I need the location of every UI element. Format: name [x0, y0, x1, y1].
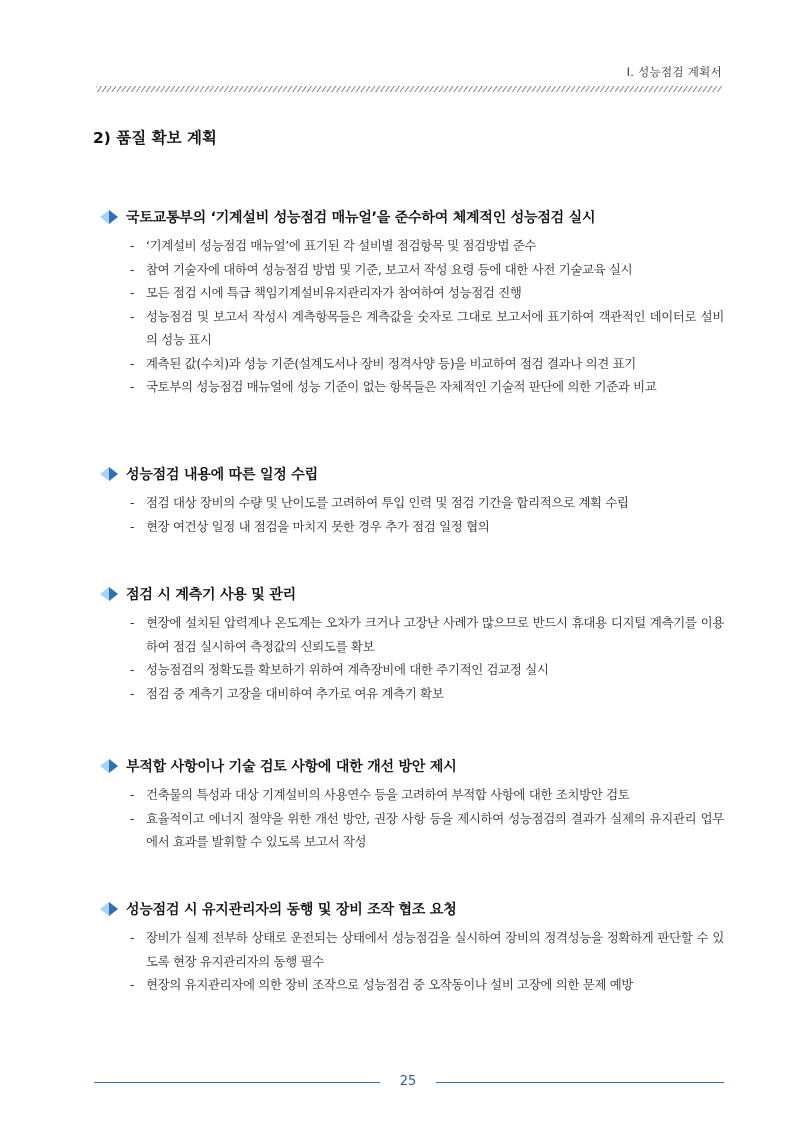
footer-line-right [436, 1082, 724, 1083]
item-dash: - [130, 495, 135, 510]
section-heading [100, 899, 724, 919]
section-heading [100, 464, 724, 484]
list-item [100, 926, 724, 973]
section-block-3 [100, 584, 724, 705]
diamond-bullet-icon [100, 902, 118, 916]
item-dash: - [130, 930, 135, 945]
section-heading [100, 756, 724, 776]
section-block-4 [100, 756, 724, 854]
list-item-text: 장비가 실제 전부하 상태로 운전되는 상태에서 성능점검을 실시하여 장비의 정격성능을 정확하게 판단할 수 있도록 현장 유지관리자의 동행 필수 [146, 930, 724, 969]
section-block-1 [100, 207, 724, 399]
list-item-text: 효율적이고 에너지 절약을 위한 개선 방안, 권장 사항 등을 제시하여 성능점검의 결과가 실제의 유지관리 업무에서 효과를 발휘할 수 있도록 보고서 작성 [146, 810, 724, 849]
page-number: 25 [399, 1074, 417, 1089]
item-dash: - [130, 308, 135, 324]
section-heading-text: 국토교통부의 ‘기계설비 성능점검 매뉴얼’을 준수하여 체계적인 성능점검 실시 [126, 210, 596, 226]
section-title: 2) 품질 확보 계획 [93, 129, 217, 147]
footer-line-left [94, 1082, 380, 1083]
item-dash: - [130, 615, 135, 630]
list-item-text: 점검 대상 장비의 수량 및 난이도를 고려하여 투입 인력 및 점검 기간을 합리적으로 계획 수립 [146, 495, 629, 510]
list-item [100, 658, 724, 682]
diamond-bullet-icon [100, 467, 118, 481]
section-heading-text: 부적합 사항이나 기술 검토 사항에 대한 개선 방안 제시 [126, 759, 457, 775]
list-item-text: 현장의 유지관리자에 의한 장비 조작으로 성능점검 중 오작동이나 설비 고장에 의한 문제 예방 [146, 977, 634, 992]
header-hatch-divider [96, 86, 722, 92]
item-dash: - [130, 379, 135, 394]
list-item-text: 성능점검 및 보고서 작성시 계측항목들은 계측값을 숫자로 그대로 보고서에 표기하여 객관적인 데이터로 설비의 성능 표시 [146, 308, 724, 347]
list-item [100, 375, 724, 399]
list-item [100, 807, 724, 854]
item-dash: - [130, 662, 135, 677]
list-item-text: 점검 중 계측기 고장을 대비하여 추가로 여유 계측기 확보 [146, 685, 444, 701]
list-item [100, 281, 724, 305]
list-item-text: 건축물의 특성과 대상 기계설비의 사용연수 등을 고려하여 부적합 사항에 대한 조치방안 검토 [146, 787, 630, 802]
list-item-text: 계측된 값(수치)과 성능 기준(설계도서나 장비 정격사양 등)을 비교하여 점검 결과나 의견 표기 [146, 355, 636, 371]
item-dash: - [130, 685, 135, 701]
section-heading-text: 성능점검 내용에 따른 일정 수립 [126, 467, 318, 483]
list-item-text: 현장에 설치된 압력계나 온도계는 오차가 크거나 고장난 사례가 많으므로 반드시 휴대용 디지털 계측기를 이용하여 점검 실시하여 측정값의 신뢰도를 확보 [146, 615, 724, 654]
list-item [100, 783, 724, 807]
item-dash: - [130, 518, 135, 534]
list-item-text: 모든 점검 시에 특급 책임기계설비유지관리자가 참여하여 성능점검 진행 [146, 285, 522, 300]
list-item [100, 515, 724, 539]
list-item-text: 성능점검의 정확도를 확보하기 위하여 계측장비에 대한 주기적인 검교정 실시 [146, 662, 549, 677]
list-item [100, 973, 724, 997]
item-dash: - [130, 787, 135, 802]
item-dash: - [130, 238, 135, 253]
diamond-bullet-icon [100, 759, 118, 773]
section-heading-text: 점검 시 계측기 사용 및 관리 [126, 587, 296, 603]
running-header: Ⅰ. 성능점검 계획서 [626, 65, 722, 79]
item-dash: - [130, 977, 135, 992]
section-heading [100, 584, 724, 604]
list-item [100, 611, 724, 658]
item-dash: - [130, 261, 135, 277]
list-item-text: ‘기계설비 성능점검 매뉴얼’에 표기된 각 설비별 점검항목 및 점검방법 준수 [146, 238, 537, 253]
list-item [100, 234, 724, 258]
list-item-text: 참여 기술자에 대하여 성능점검 방법 및 기준, 보고서 작성 요령 등에 대한 사전 기술교육 실시 [146, 261, 633, 277]
section-block-2 [100, 464, 724, 538]
section-heading-text: 성능점검 시 유지관리자의 동행 및 장비 조작 협조 요청 [126, 902, 457, 918]
section-block-5 [100, 899, 724, 997]
item-dash: - [130, 810, 135, 826]
list-item [100, 352, 724, 376]
list-item-text: 국토부의 성능점검 매뉴얼에 성능 기준이 없는 항목들은 자체적인 기술적 판단에 의한 기준과 비교 [146, 379, 657, 394]
list-item-text: 현장 여건상 일정 내 점검을 마치지 못한 경우 추가 점검 일정 협의 [146, 518, 490, 534]
diamond-bullet-icon [100, 210, 118, 224]
item-dash: - [130, 355, 135, 371]
section-heading [100, 207, 724, 227]
item-dash: - [130, 285, 135, 300]
diamond-bullet-icon [100, 587, 118, 601]
list-item [100, 258, 724, 282]
list-item [100, 491, 724, 515]
list-item [100, 305, 724, 352]
list-item [100, 682, 724, 706]
